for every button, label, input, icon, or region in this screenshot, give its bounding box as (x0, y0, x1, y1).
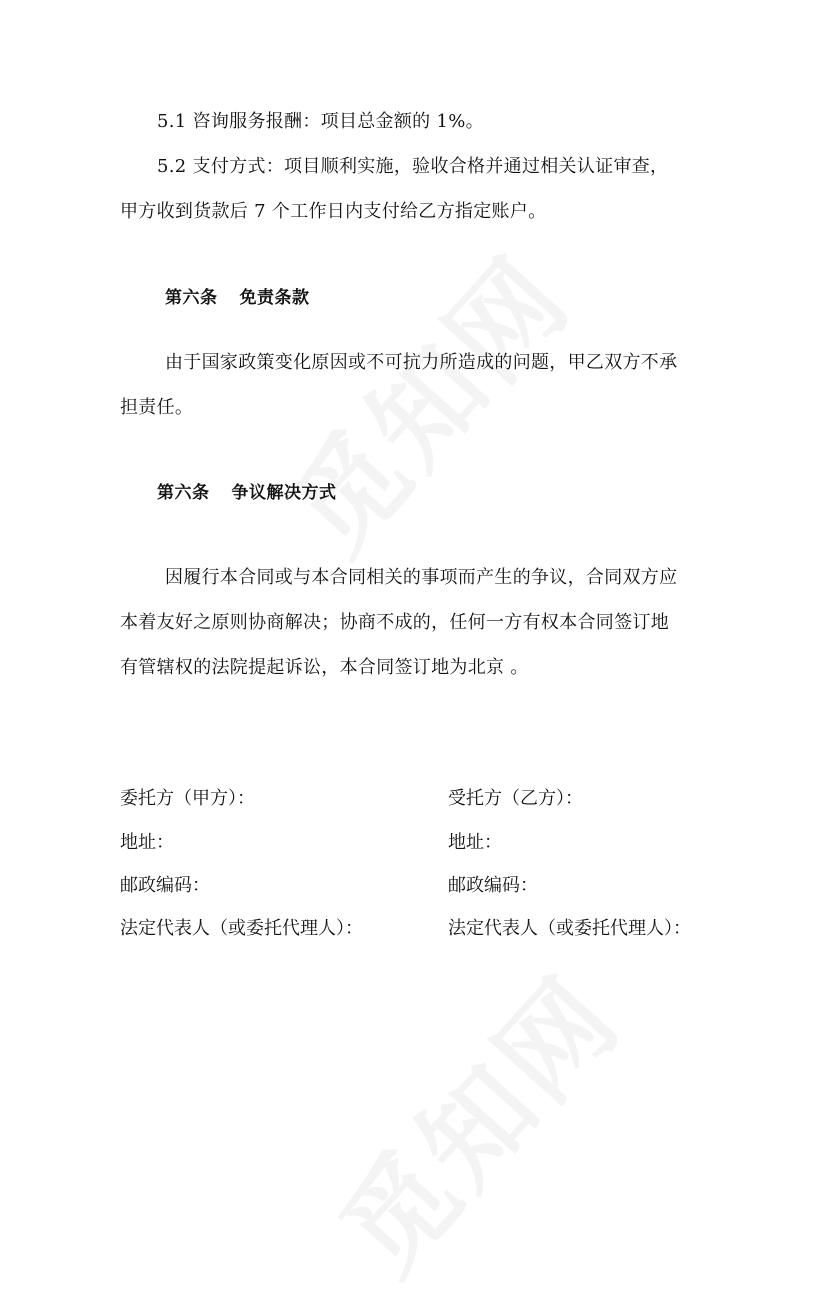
article-dispute-heading (157, 481, 337, 505)
article-dispute-number: 第六条 (157, 483, 210, 503)
party-a-address: 地址： (120, 832, 174, 853)
party-b-label: 受托方（乙方）： (448, 788, 583, 809)
article-disclaimer-body-line1: 由于国家政策变化原因或不可抗力所造成的问题，甲乙双方不承 (165, 352, 678, 373)
watermark-bottom (299, 937, 649, 1301)
payment-clause-5-2-line2: 甲方收到货款后 7 个工作日内支付给乙方指定账户。 (120, 201, 547, 222)
party-a-postcode: 邮政编码： (120, 875, 210, 896)
party-b-postcode: 邮政编码： (448, 875, 538, 896)
payment-clause-5-2-line1: 5.2 支付方式：项目顺利实施，验收合格并通过相关认证审查， (157, 156, 669, 177)
article-dispute-body-line3: 有管辖权的法院提起诉讼，本合同签订地为北京 。 (120, 657, 529, 678)
article-dispute-title: 争议解决方式 (231, 483, 337, 503)
article-disclaimer-title: 免责条款 (239, 288, 310, 308)
party-a-representative: 法定代表人（或委托代理人）： (120, 918, 363, 939)
article-dispute-body-line2: 本着友好之原则协商解决；协商不成的，任何一方有权本合同签订地 (120, 612, 669, 633)
party-a-label: 委托方（甲方）： (120, 788, 255, 809)
article-disclaimer-heading (165, 286, 310, 310)
article-dispute-body-line1: 因履行本合同或与本合同相关的事项而产生的争议，合同双方应 (165, 567, 678, 588)
watermark (249, 217, 599, 581)
article-disclaimer-body-line2: 担责任。 (120, 397, 194, 418)
article-disclaimer-number: 第六条 (165, 288, 218, 308)
party-b-address: 地址： (448, 832, 502, 853)
payment-clause-5-1: 5.1 咨询服务报酬：项目总金额的 1%。 (157, 111, 484, 132)
party-b-representative: 法定代表人（或委托代理人）： (448, 918, 691, 939)
